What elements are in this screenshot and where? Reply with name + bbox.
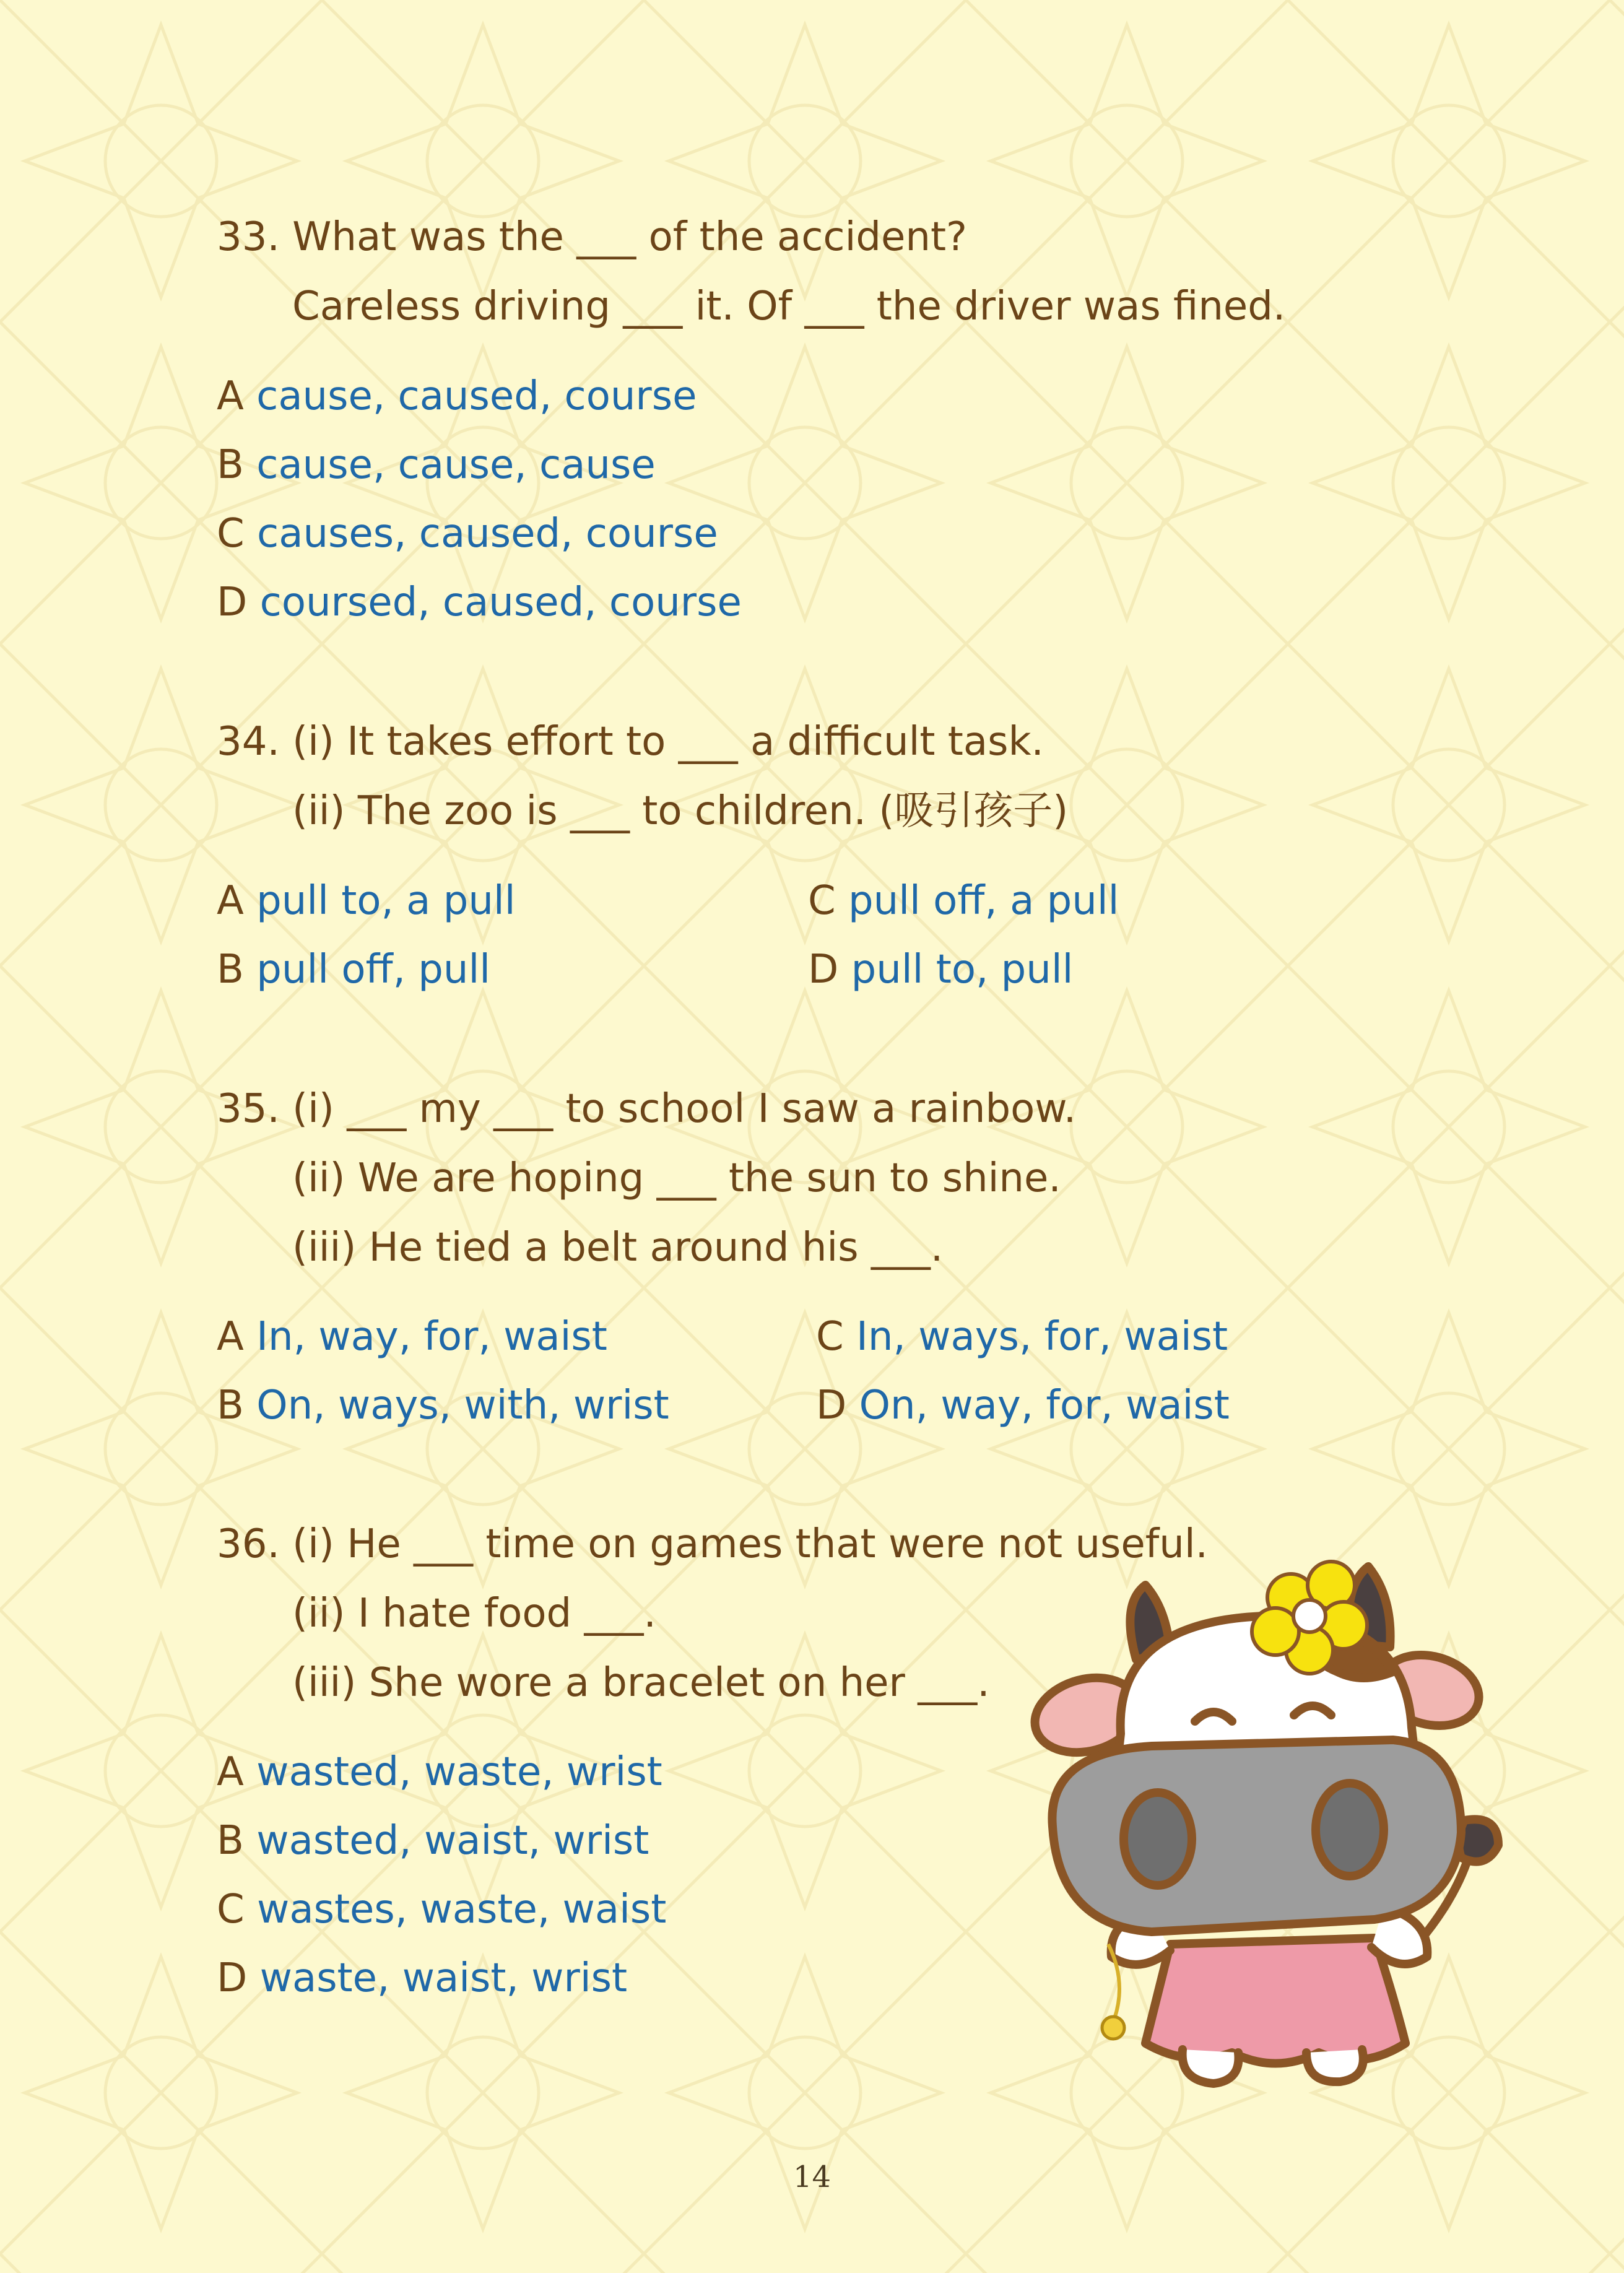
option-letter: B bbox=[217, 442, 244, 488]
option-33-c[interactable] bbox=[217, 499, 718, 568]
question-33-line-1: 33. What was the ___ of the accident? bbox=[217, 214, 967, 260]
option-letter: A bbox=[217, 1749, 244, 1795]
option-letter: D bbox=[217, 580, 248, 625]
question-36-line-1: 36. (i) He ___ time on games that were not useful. bbox=[217, 1521, 1208, 1567]
option-letter: B bbox=[217, 947, 244, 993]
option-text: causes, caused, course bbox=[257, 511, 718, 557]
cow-mascot-icon bbox=[1028, 1548, 1523, 2093]
option-36-d[interactable] bbox=[217, 1944, 627, 2013]
option-letter: B bbox=[217, 1383, 244, 1428]
option-letter: D bbox=[217, 1955, 248, 2001]
option-text: wastes, waste, waist bbox=[257, 1887, 667, 1932]
option-34-b[interactable] bbox=[217, 935, 490, 1004]
option-35-a[interactable] bbox=[217, 1302, 607, 1371]
option-text: cause, cause, cause bbox=[256, 442, 656, 488]
option-35-d[interactable] bbox=[816, 1371, 1230, 1440]
option-33-b[interactable] bbox=[217, 430, 656, 500]
option-text: wasted, waist, wrist bbox=[256, 1818, 649, 1864]
question-33-line-2: Careless driving ___ it. Of ___ the driver was fined. bbox=[292, 284, 1286, 329]
option-36-c[interactable] bbox=[217, 1875, 666, 1944]
option-33-a[interactable] bbox=[217, 362, 697, 431]
option-letter: C bbox=[808, 878, 836, 924]
option-text: pull to, a pull bbox=[256, 878, 516, 924]
question-36-line-3: (iii) She wore a bracelet on her ___. bbox=[292, 1660, 990, 1706]
option-letter: A bbox=[217, 878, 244, 924]
question-34-line-2: (ii) The zoo is ___ to children. (吸引孩子) bbox=[292, 788, 1069, 834]
option-letter: D bbox=[808, 947, 839, 993]
option-36-b[interactable] bbox=[217, 1806, 649, 1875]
option-text: In, way, for, waist bbox=[256, 1314, 607, 1360]
option-text: On, ways, with, wrist bbox=[256, 1383, 669, 1428]
option-letter: C bbox=[217, 1887, 245, 1932]
option-text: cause, caused, course bbox=[256, 373, 697, 419]
option-text: wasted, waste, wrist bbox=[256, 1749, 662, 1795]
option-letter: D bbox=[816, 1383, 847, 1428]
option-33-d[interactable] bbox=[217, 568, 742, 637]
option-text: coursed, caused, course bbox=[259, 580, 742, 625]
option-34-d[interactable] bbox=[808, 935, 1073, 1004]
option-text: pull off, a pull bbox=[848, 878, 1119, 924]
option-34-c[interactable] bbox=[808, 866, 1119, 936]
option-34-a[interactable] bbox=[217, 866, 515, 936]
option-text: waste, waist, wrist bbox=[259, 1955, 628, 2001]
option-text: On, way, for, waist bbox=[859, 1383, 1230, 1428]
option-36-a[interactable] bbox=[217, 1737, 662, 1807]
option-text: pull to, pull bbox=[851, 947, 1074, 993]
question-35 bbox=[217, 1074, 1076, 1282]
question-36-line-2: (ii) I hate food ___. bbox=[292, 1591, 656, 1636]
option-text: In, ways, for, waist bbox=[856, 1314, 1228, 1360]
option-35-b[interactable] bbox=[217, 1371, 669, 1440]
option-letter: C bbox=[816, 1314, 844, 1360]
option-35-c[interactable] bbox=[816, 1302, 1228, 1371]
question-33 bbox=[217, 202, 1285, 341]
question-35-line-3: (iii) He tied a belt around his ___. bbox=[292, 1225, 944, 1271]
option-letter: C bbox=[217, 511, 245, 557]
question-34 bbox=[217, 707, 1068, 846]
option-letter: A bbox=[217, 1314, 244, 1360]
option-letter: B bbox=[217, 1818, 244, 1864]
question-35-line-2: (ii) We are hoping ___ the sun to shine. bbox=[292, 1155, 1061, 1201]
question-34-line-1: 34. (i) It takes effort to ___ a difficult task. bbox=[217, 719, 1044, 765]
option-letter: A bbox=[217, 373, 244, 419]
page-number: 14 bbox=[792, 2160, 832, 2194]
question-35-line-1: 35. (i) ___ my ___ to school I saw a rainbow. bbox=[217, 1086, 1077, 1132]
option-text: pull off, pull bbox=[256, 947, 491, 993]
